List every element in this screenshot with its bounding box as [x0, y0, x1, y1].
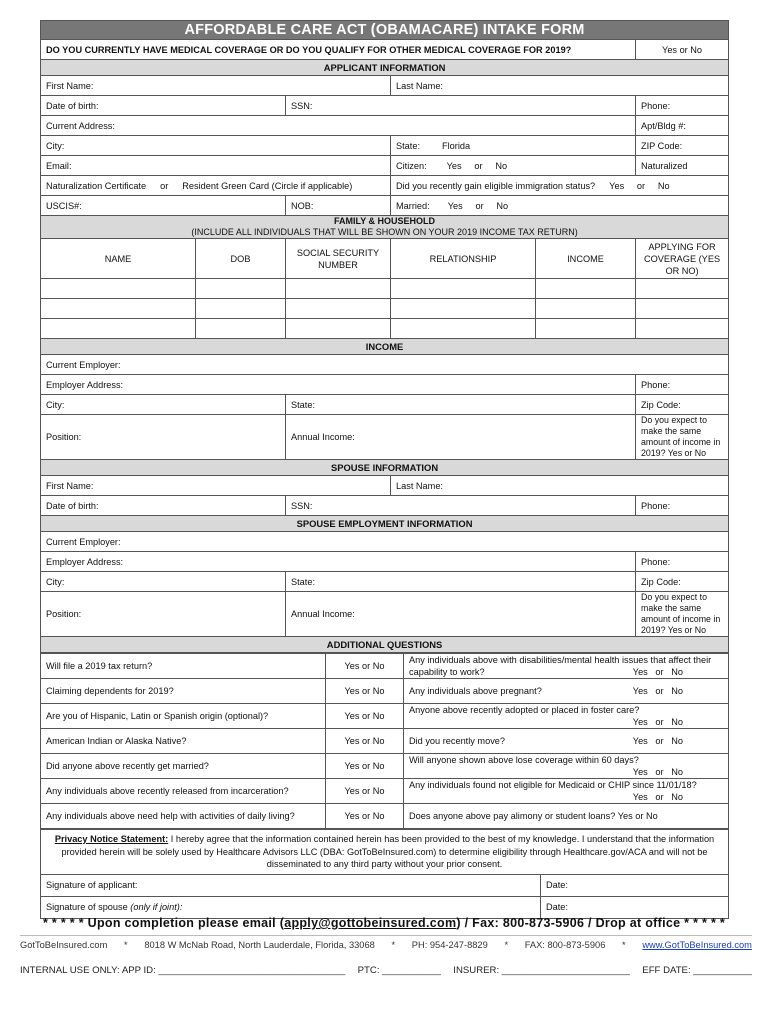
question-right-answer: Yes or No [632, 792, 683, 802]
citizen-field[interactable] [391, 156, 636, 176]
family-cell[interactable] [286, 279, 391, 299]
city-field[interactable]: City: [41, 136, 391, 156]
employer-state-field[interactable]: State: [286, 395, 636, 415]
question-left-answer[interactable]: Yes or No [326, 779, 404, 804]
internal-app-id[interactable]: INTERNAL USE ONLY: APP ID: ___________________________________ [20, 965, 346, 976]
question-right-text: Will anyone shown above lose coverage within 60 days? [409, 755, 639, 765]
apt-field[interactable]: Apt/Bldg #: [636, 116, 729, 136]
spouse-first-name-field[interactable]: First Name: [41, 476, 391, 496]
immigration-yn: Yes or No [609, 180, 670, 191]
expect-income-question[interactable]: Do you expect to make the same amount of income in 2019? Yes or No [636, 415, 729, 460]
family-cell[interactable] [391, 279, 536, 299]
income-header: INCOME [41, 339, 729, 355]
family-cell[interactable] [286, 319, 391, 339]
family-cell[interactable] [636, 319, 729, 339]
family-header [41, 216, 729, 239]
annual-income-field[interactable]: Annual Income: [286, 415, 636, 460]
footer-fax: FAX: 800-873-5906 [524, 940, 606, 950]
question-left: Any individuals above recently released from incarceration? [41, 779, 326, 804]
question-left-answer[interactable]: Yes or No [326, 804, 404, 829]
footer-sep: * [391, 940, 396, 950]
additional-questions-table [40, 653, 729, 829]
uscis-field[interactable]: USCIS#: [41, 196, 286, 216]
applicant-header: APPLICANT INFORMATION [41, 60, 729, 76]
ssn-field[interactable]: SSN: [286, 96, 636, 116]
additional-question-row [41, 679, 729, 704]
nat-or: or [160, 180, 169, 191]
question-right-text: Anyone above recently adopted or placed in foster care? [409, 705, 640, 715]
spouse-employer-phone-field[interactable]: Phone: [636, 552, 729, 572]
question-right-answer: Yes or No [632, 767, 683, 777]
family-row [41, 299, 729, 319]
question-left-answer[interactable]: Yes or No [326, 754, 404, 779]
spouse-employer-state-field[interactable]: State: [286, 572, 636, 592]
intake-form [40, 20, 728, 919]
spouse-signature-date[interactable]: Date: [541, 896, 729, 918]
additional-question-row [41, 729, 729, 754]
coverage-question: DO YOU CURRENTLY HAVE MEDICAL COVERAGE OR DO YOU QUALIFY FOR OTHER MEDICAL COVERAGE FOR 2019? [41, 40, 636, 60]
footer-address: 8018 W McNab Road, North Lauderdale, Florida, 33068 [144, 940, 375, 950]
married-field[interactable] [391, 196, 729, 216]
question-right-text: Does anyone above pay alimony or student loans? Yes or No [409, 811, 658, 821]
question-right[interactable] [404, 779, 729, 804]
col-ssn: SOCIAL SECURITY NUMBER [286, 239, 391, 279]
completion-instructions [40, 916, 728, 930]
naturalized-label: Naturalized [641, 160, 688, 171]
immigration-question: Did you recently gain eligible immigration status? [396, 180, 596, 191]
question-right-text: Any individuals above with disabilities/mental health issues that affect their capability to work? [409, 655, 712, 677]
family-cell[interactable] [536, 279, 636, 299]
question-right-text: Any individuals above pregnant? [409, 686, 542, 696]
spouse-employer-zip-field[interactable]: Zip Code: [636, 572, 729, 592]
applicant-signature-field[interactable]: Signature of applicant: [41, 874, 541, 896]
coverage-answer[interactable]: Yes or No [636, 40, 729, 60]
completion-prefix: * * * * * Upon completion please email ( [42, 916, 285, 930]
additional-question-row [41, 804, 729, 829]
naturalized-field[interactable] [636, 156, 729, 176]
nat-cert-label: Naturalization Certificate [46, 180, 147, 191]
spouse-expect-income-question[interactable]: Do you expect to make the same amount of income in 2019? Yes or No [636, 592, 729, 637]
question-right[interactable] [404, 729, 729, 754]
question-right[interactable] [404, 804, 729, 829]
privacy-notice [41, 830, 729, 875]
state-value: Florida [442, 140, 471, 151]
question-left-answer[interactable]: Yes or No [326, 704, 404, 729]
question-right[interactable] [404, 654, 729, 679]
privacy-label: Privacy Notice Statement: [54, 834, 169, 844]
footer-site: GotToBeInsured.com [20, 940, 108, 950]
zip-field[interactable]: ZIP Code: [636, 136, 729, 156]
internal-ptc[interactable]: PTC: ___________ [357, 965, 441, 976]
footer-sep: * [504, 940, 509, 950]
family-cell[interactable] [536, 319, 636, 339]
additional-question-row [41, 654, 729, 679]
family-row [41, 279, 729, 299]
family-cell[interactable] [286, 299, 391, 319]
question-left-answer[interactable]: Yes or No [326, 729, 404, 754]
phone-field[interactable]: Phone: [636, 96, 729, 116]
form-title: AFFORDABLE CARE ACT (OBAMACARE) INTAKE FORM [41, 21, 729, 40]
footer-phone: PH: 954-247-8829 [411, 940, 488, 950]
family-cell[interactable] [41, 299, 196, 319]
email-field[interactable]: Email: [41, 156, 391, 176]
question-left: Did anyone above recently get married? [41, 754, 326, 779]
citizen-yn: Yes or No [446, 160, 508, 171]
question-right[interactable] [404, 754, 729, 779]
additional-question-row [41, 754, 729, 779]
footer-sep: * [124, 940, 128, 950]
question-right-answer: Yes or No [632, 686, 683, 696]
additional-question-row [41, 704, 729, 729]
spouse-phone-field[interactable]: Phone: [636, 496, 729, 516]
family-cell[interactable] [196, 299, 286, 319]
question-left: Will file a 2019 tax return? [41, 654, 326, 679]
spouse-employer-field[interactable]: Current Employer: [41, 532, 729, 552]
col-name: NAME [41, 239, 196, 279]
family-cell[interactable] [391, 299, 536, 319]
internal-use-line [20, 965, 752, 976]
form-table [40, 20, 729, 653]
family-cell[interactable] [41, 279, 196, 299]
family-title: FAMILY & HOUSEHOLD [334, 216, 436, 226]
spouse-employer-address-field[interactable]: Employer Address: [41, 552, 636, 572]
employer-phone-field[interactable]: Phone: [636, 375, 729, 395]
additional-question-row [41, 779, 729, 804]
spouse-signature-label: Signature of spouse [46, 902, 128, 912]
employer-address-field[interactable]: Employer Address: [41, 375, 636, 395]
question-left: Any individuals above need help with activities of daily living? [41, 804, 326, 829]
question-right-text: Did you recently move? [409, 736, 506, 746]
footer-divider [20, 935, 752, 936]
col-applying: APPLYING FOR COVERAGE (YES OR NO) [636, 239, 729, 279]
employer-city-field[interactable]: City: [41, 395, 286, 415]
state-label: State: [396, 140, 421, 151]
naturalization-doc-field[interactable] [41, 176, 391, 196]
employer-field[interactable]: Current Employer: [41, 355, 729, 375]
spouse-position-field[interactable]: Position: [41, 592, 286, 637]
completion-email-link[interactable]: apply@gottobeinsured.com [284, 916, 457, 930]
question-right-text: Any individuals found not eligible for Medicaid or CHIP since 11/01/18? [409, 780, 697, 790]
question-right[interactable] [404, 704, 729, 729]
address-field[interactable]: Current Address: [41, 116, 636, 136]
question-right-answer: Yes or No [632, 717, 683, 727]
married-yn: Yes or No [447, 200, 509, 211]
last-name-field[interactable]: Last Name: [391, 76, 729, 96]
married-label: Married: [396, 200, 430, 211]
family-row [41, 319, 729, 339]
col-relationship: RELATIONSHIP [391, 239, 536, 279]
question-left: Are you of Hispanic, Latin or Spanish origin (optional)? [41, 704, 326, 729]
question-right-answer: Yes or No [632, 736, 683, 746]
immigration-field[interactable] [391, 176, 729, 196]
family-cell[interactable] [636, 279, 729, 299]
family-cell[interactable] [196, 279, 286, 299]
additional-header: ADDITIONAL QUESTIONS [41, 637, 729, 653]
family-subtitle: (INCLUDE ALL INDIVIDUALS THAT WILL BE SHOWN ON YOUR 2019 INCOME TAX RETURN) [191, 227, 578, 237]
footer-website-link[interactable]: www.GotToBeInsured.com [642, 940, 752, 950]
family-cell[interactable] [196, 319, 286, 339]
dob-field[interactable]: Date of birth: [41, 96, 286, 116]
internal-eff-date[interactable]: EFF DATE: ___________ [642, 965, 752, 976]
col-dob: DOB [196, 239, 286, 279]
question-left-answer[interactable]: Yes or No [326, 654, 404, 679]
spouse-annual-income-field[interactable]: Annual Income: [286, 592, 636, 637]
spouse-dob-field[interactable]: Date of birth: [41, 496, 286, 516]
family-cell[interactable] [391, 319, 536, 339]
privacy-table [40, 829, 729, 919]
family-cell[interactable] [636, 299, 729, 319]
family-cell[interactable] [536, 299, 636, 319]
internal-insurer[interactable]: INSURER: ________________________ [453, 965, 630, 976]
state-field[interactable] [391, 136, 636, 156]
citizen-label: Citizen: [396, 160, 427, 171]
spouse-employment-header: SPOUSE EMPLOYMENT INFORMATION [41, 516, 729, 532]
spouse-signature-note: (only if joint): [130, 902, 183, 912]
spouse-employer-city-field[interactable]: City: [41, 572, 286, 592]
position-field[interactable]: Position: [41, 415, 286, 460]
col-income: INCOME [536, 239, 636, 279]
footer [20, 940, 752, 950]
spouse-ssn-field[interactable]: SSN: [286, 496, 636, 516]
first-name-field[interactable]: First Name: [41, 76, 391, 96]
spouse-last-name-field[interactable]: Last Name: [391, 476, 729, 496]
privacy-text: I hereby agree that the information contained herein has been provided to the best of my knowledge. I understand that the information provided herein will be solely used by Healthcare Advisors LLC (DBA: GotToBeInsured.com) to determine eligibility through Healthcare.gov/ACA and will not be disseminated to any third party without your prior consent. [61, 834, 715, 869]
completion-suffix: ) / Fax: 800-873-5906 / Drop at office * * * * * [456, 916, 726, 930]
question-left-answer[interactable]: Yes or No [326, 679, 404, 704]
spouse-signature-field[interactable] [41, 896, 541, 918]
question-right[interactable] [404, 679, 729, 704]
question-left: Claiming dependents for 2019? [41, 679, 326, 704]
question-right-answer: Yes or No [632, 667, 683, 677]
green-card-label: Resident Green Card (Circle if applicable) [182, 180, 353, 191]
family-cell[interactable] [41, 319, 196, 339]
footer-sep: * [622, 940, 626, 950]
employer-zip-field[interactable]: Zip Code: [636, 395, 729, 415]
spouse-header: SPOUSE INFORMATION [41, 460, 729, 476]
applicant-signature-date[interactable]: Date: [541, 874, 729, 896]
question-left: American Indian or Alaska Native? [41, 729, 326, 754]
nob-field[interactable]: NOB: [286, 196, 391, 216]
